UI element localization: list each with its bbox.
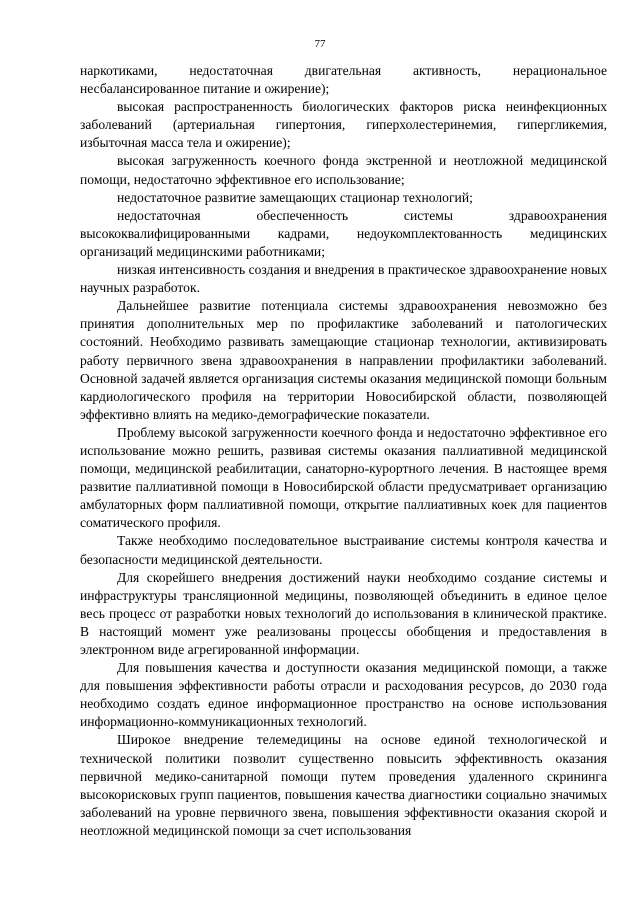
paragraph-9: Также необходимо последовательное выстраивание системы контроля качества и безопасности медицинской деятельности.	[80, 533, 607, 567]
paragraph-2: высокая распространенность биологических факторов риска неинфекционных заболеваний (артериальная гипертония, гиперхолестеринемия, гипергликемия, избыточная масса тела и ожирение);	[80, 99, 607, 151]
paragraph-3: высокая загруженность коечного фонда экстренной и неотложной медицинской помощи, недостаточно эффективное его использование;	[80, 153, 607, 187]
paragraph-10: Для скорейшего внедрения достижений науки необходимо создание системы и инфраструктуры трансляционной медицины, позволяющей объединить в единое целое весь процесс от разработки новых технологий до использования в клинической практике. В настоящий момент уже реализованы процессы обобщения и предоставления в электронном виде агрегированной информации.	[80, 569, 607, 657]
paragraph-8: Проблему высокой загруженности коечного фонда и недостаточно эффективное его использование можно решить, развивая системы оказания паллиативной медицинской помощи, медицинской реабилитации, санаторно-курортного лечения. В настоящее время развитие паллиативной помощи в Новосибирской области предусматривает организацию амбулаторных форм паллиативной помощи, открытие паллиативных коек для пациентов соматического профиля.	[80, 424, 607, 531]
paragraph-6: низкая интенсивность создания и внедрения в практическое здравоохранение новых научных разработок.	[80, 262, 607, 296]
paragraph-11: Для повышения качества и доступности оказания медицинской помощи, а также для повышения эффективности работы отрасли и расходования ресурсов, до 2030 года необходимо создать единое информационное пространство на основе использования информационно-коммуникационных технологий.	[80, 660, 607, 730]
page-number: 77	[314, 38, 326, 50]
paragraph-5: недостаточная обеспеченность системы здравоохранения высококвалифицированными кадрами, недоукомплектованность медицинских организаций медицинскими работниками;	[80, 207, 607, 259]
paragraph-1: наркотиками, недостаточная двигательная активность, нерациональное несбалансированное питание и ожирение);	[80, 63, 607, 97]
paragraph-7: Дальнейшее развитие потенциала системы здравоохранения невозможно без принятия дополнительных мер по профилактике заболеваний и патологических состояний. Необходимо развивать замещающие стационар технологии, активизировать работу первичного звена здравоохранения в направлении профилактики заболеваний. Основной задачей является организация системы оказания медицинской помощи больным кардиологического профиля на территории Новосибирской области, позволяющей эффективно влиять на медико-демографические показатели.	[80, 298, 607, 422]
paragraph-4: недостаточное развитие замещающих стационар технологий;	[117, 189, 473, 205]
paragraph-12: Широкое внедрение телемедицины на основе единой технологической и технической политики позволит существенно повысить эффективность оказания первичной медико-санитарной помощи путем проведения удаленного скрининга высокорисковых групп пациентов, повышения качества диагностики социально значимых заболеваний на уровне первичного звена, повышения эффективности оказания скорой и неотложной медицинской помощи за счет использования	[80, 732, 607, 838]
document-body	[80, 62, 607, 840]
